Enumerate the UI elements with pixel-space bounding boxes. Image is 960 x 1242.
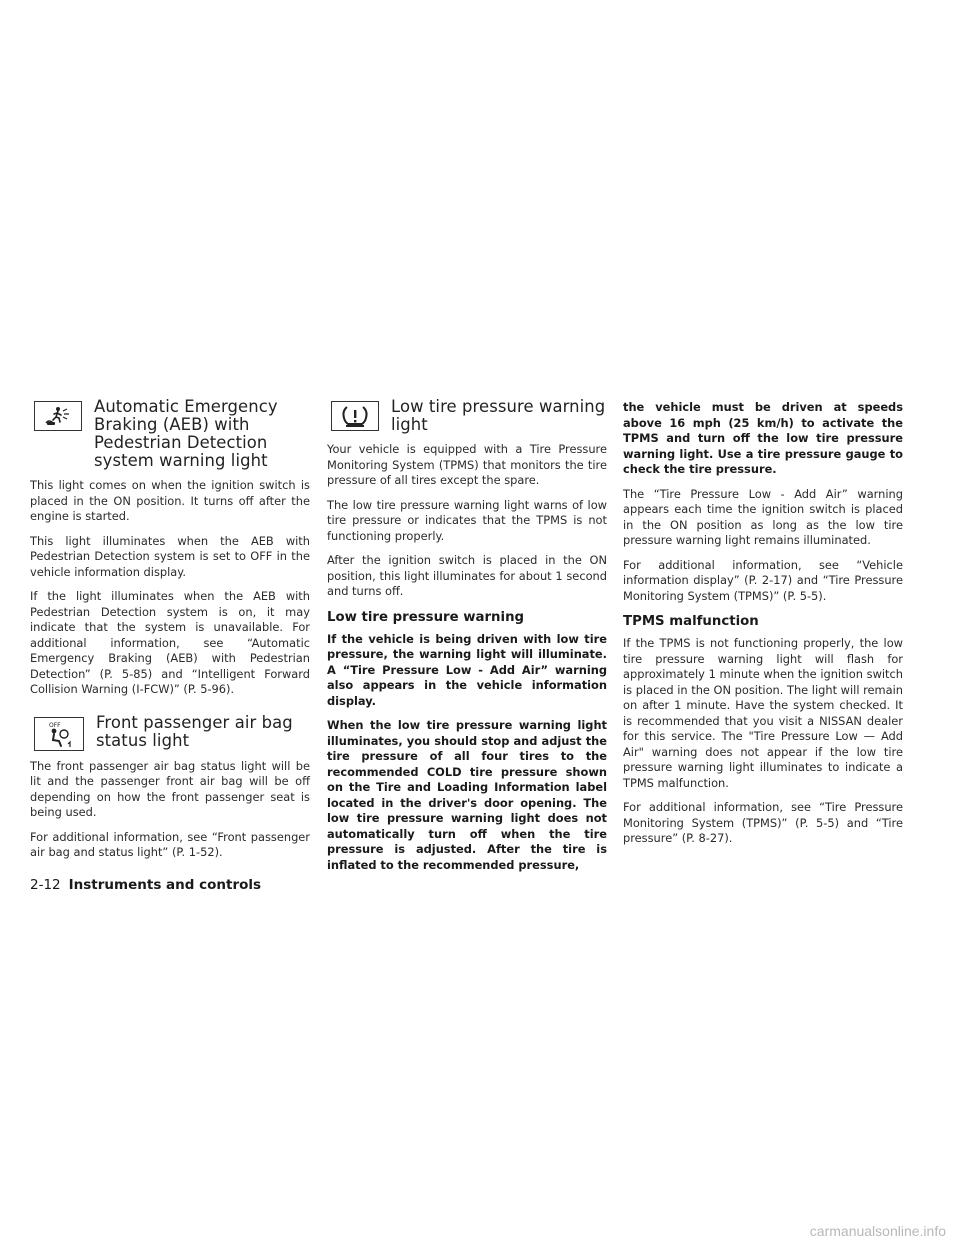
airbag-section-title: Front passenger air bag status light [96, 712, 293, 750]
tire-paragraph-1: Your vehicle is equipped with a Tire Pressure Monitoring System (TPMS) that monitors the tire pressure of all tires except the spare. [327, 442, 607, 487]
aeb-paragraph-1: This light comes on when the ignition switch is placed in the ON position. It turns off after the engine is started. [30, 478, 310, 523]
page-footer [30, 876, 261, 894]
low-tire-warning-heading: Low tire pressure warning [327, 609, 525, 625]
aeb-section-title: Automatic Emergency Braking (AEB) with Pedestrian Detection system warning light [94, 397, 278, 470]
tpms-malfunction-heading: TPMS malfunction [623, 614, 759, 629]
page-number: 2-12 [30, 877, 61, 893]
low-tire-bold-paragraph-1: If the vehicle is being driven with low tire pressure, the warning light will illuminate. A “Tire Pressure Low - Add Air” warning also appears in the vehicle information display. [327, 631, 607, 708]
airbag-section-header [30, 714, 310, 751]
low-tire-paragraph-4: For additional information, see “Vehicle information display” (P. 2-17) and “Tire Pressure Monitoring System (TPMS)” (P. 5-5). [623, 557, 903, 603]
tire-paragraph-3: After the ignition switch is placed in the ON position, this light illuminates for about 1 second and turns off. [327, 553, 607, 598]
low-tire-pressure-icon [331, 401, 379, 431]
column-middle [327, 398, 607, 882]
watermark: carmanualsonline.info [809, 1223, 946, 1239]
tpms-paragraph-1: If the TPMS is not functioning properly, the low tire pressure warning light will flash for approximately 1 minute when the ignition switch is placed in the ON position. The light will remain on after 1 minute. Have the system checked. It is recommended that you visit a NISSAN dealer for this service. The "Tire Pressure Low — Add Air" warning does not appear if the low tire pressure warning light illuminates to indicate a TPMS malfunction. [623, 636, 904, 790]
aeb-pedestrian-warning-icon [34, 401, 82, 431]
passenger-airbag-off-icon [34, 717, 84, 751]
low-tire-bold-paragraph-2a: When the low tire pressure warning light illuminates, you should stop and adjust the tire pressure of all four tires to the recommended COLD tire pressure shown on the Tire and Loading Information label located in the driver's door opening. The low tire pressure warning light does not automatically turn off when the tire pressure is adjusted. After the tire is inflated to the recommended pressure, [327, 718, 607, 872]
tire-section-header [327, 398, 607, 434]
tpms-paragraph-2: For additional information, see “Tire Pressure Monitoring System (TPMS)” (P. 5-5) and “Tire pressure” (P. 8-27). [623, 800, 903, 845]
tire-paragraph-2: The low tire pressure warning light warns of low tire pressure or indicates that the TPMS is not functioning properly. [327, 497, 607, 543]
aeb-paragraph-3: If the light illuminates when the AEB with Pedestrian Detection system is on, it may indicate that the system is unavailable. For additional information, see “Automatic Emergency Braking (AEB) with Pedestrian Detection” (P. 5-85) and “Intelligent Forward Collision Warning (I-FCW)” (P. 5-96). [30, 589, 310, 696]
low-tire-paragraph-3: The “Tire Pressure Low - Add Air” warning appears each time the ignition switch is placed in the ON position as long as the low tire pressure warning light remains illuminated. [623, 486, 903, 547]
aeb-paragraph-2: This light illuminates when the AEB with Pedestrian Detection system is set to OFF in the vehicle information display. [30, 533, 310, 579]
airbag-paragraph-1: The front passenger air bag status light will be lit and the passenger front air bag will be off depending on how the front passenger seat is being used. [30, 758, 310, 819]
airbag-paragraph-2: For additional information, see “Front passenger air bag and status light” (P. 1-52). [30, 829, 310, 859]
airbag-off-text: OFF [49, 721, 61, 729]
low-tire-bold-paragraph-2b: the vehicle must be driven at speeds above 16 mph (25 km/h) to activate the TPMS and turn off the low tire pressure warning light. Use a tire pressure gauge to check the tire pressure. [623, 400, 903, 476]
aeb-section-header [30, 398, 310, 470]
tire-section-title: Low tire pressure warning light [391, 397, 606, 434]
column-right [623, 400, 903, 856]
footer-section-name: Instruments and controls [68, 877, 262, 893]
column-left [30, 398, 310, 870]
